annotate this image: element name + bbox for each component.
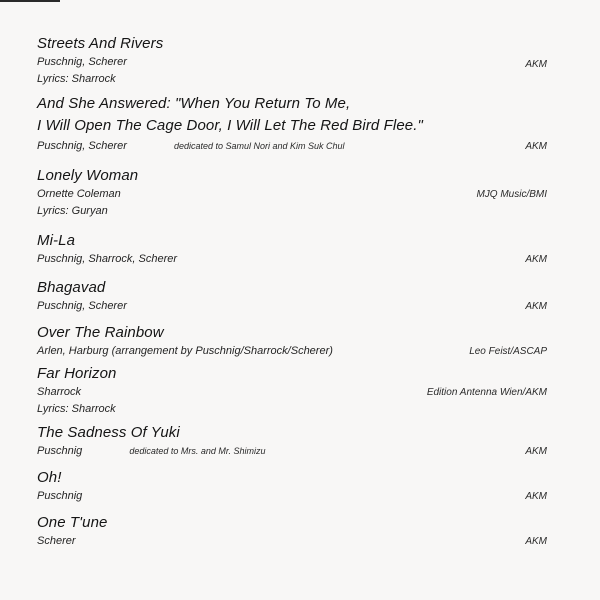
track-entry: [37, 323, 547, 360]
track-entry: [37, 278, 547, 315]
composers: Puschnig, Scherer: [37, 140, 127, 152]
lyricist-line: Lyrics: Sharrock: [37, 73, 116, 85]
composer-line: [37, 443, 547, 460]
composer-line: [37, 384, 547, 401]
track-title: Oh!: [37, 469, 62, 486]
composers: Ornette Coleman: [37, 188, 121, 200]
composer-line: [37, 54, 547, 71]
composer-line: [37, 251, 547, 268]
track-title: Bhagavad: [37, 279, 106, 296]
track-entry: [37, 513, 547, 550]
track-entry: [37, 34, 547, 88]
track-entry: [37, 93, 547, 155]
publisher: Edition Antenna Wien/AKM: [426, 387, 547, 398]
track-title-continued: I Will Open The Cage Door, I Will Let The Red Bird Flee.": [37, 117, 423, 134]
track-entry: [37, 364, 547, 418]
publisher: MJQ Music/BMI: [476, 189, 547, 200]
composers: Puschnig, Sharrock, Scherer: [37, 253, 178, 265]
track-title: The Sadness Of Yuki: [37, 424, 180, 441]
track-title: Mi-La: [37, 232, 76, 249]
top-edge-rule: [0, 0, 60, 2]
publisher: AKM: [525, 491, 547, 502]
lyricist-line: Lyrics: Guryan: [37, 205, 108, 217]
track-title: And She Answered: "When You Return To Me,: [37, 95, 351, 112]
publisher: Leo Feist/ASCAP: [469, 346, 547, 357]
publisher: AKM: [525, 301, 547, 312]
composers: Sharrock: [37, 386, 82, 398]
composer-line: [37, 343, 547, 360]
publisher: AKM: [525, 141, 547, 152]
track-entry: [37, 468, 547, 505]
composer-line: [37, 186, 547, 203]
track-title: One T'une: [37, 514, 108, 531]
composers: Puschnig: [37, 490, 83, 502]
composers: Puschnig, Scherer: [37, 56, 127, 68]
track-entry: [37, 166, 547, 220]
publisher: AKM: [525, 446, 547, 457]
track-entry: [37, 231, 547, 268]
dedication: dedicated to Samul Nori and Kim Suk Chul: [173, 141, 345, 151]
track-title: Lonely Woman: [37, 167, 139, 184]
track-title: Streets And Rivers: [37, 35, 164, 52]
dedication: dedicated to Mrs. and Mr. Shimizu: [129, 446, 266, 456]
composers: Puschnig, Scherer: [37, 300, 127, 312]
track-title: Over The Rainbow: [37, 324, 164, 341]
composers: Puschnig: [37, 445, 83, 457]
composer-line: [37, 533, 547, 550]
composer-line: [37, 488, 547, 505]
composers: Scherer: [37, 535, 76, 547]
publisher: AKM: [525, 59, 547, 70]
lyricist-line: Lyrics: Sharrock: [37, 403, 116, 415]
composers: Arlen, Harburg (arrangement by Puschnig/Sharrock/Scherer): [37, 345, 333, 357]
credits-list: [37, 34, 547, 550]
publisher: AKM: [525, 536, 547, 547]
composer-line: [37, 298, 547, 315]
track-entry: [37, 423, 547, 460]
composer-line: [37, 138, 547, 155]
track-title: Far Horizon: [37, 365, 117, 382]
publisher: AKM: [525, 254, 547, 265]
